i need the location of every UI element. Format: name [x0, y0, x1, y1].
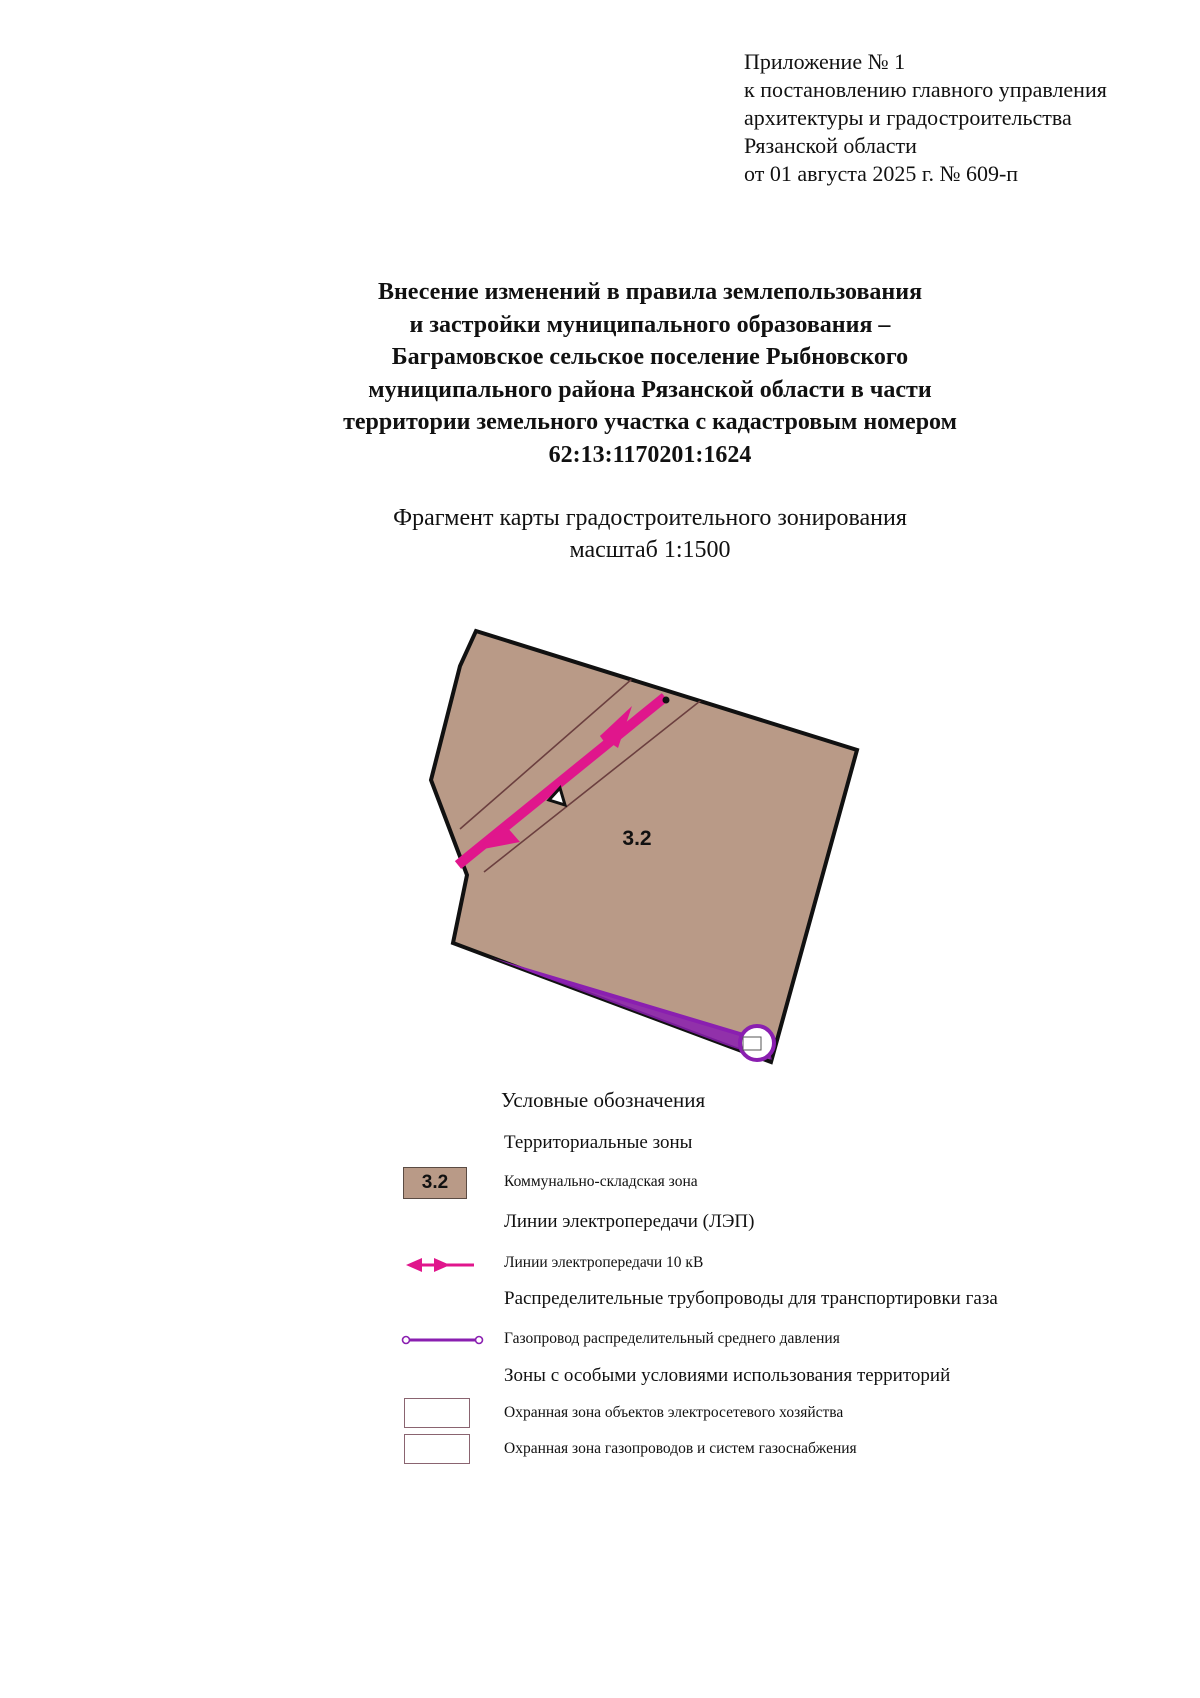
title-line: 62:13:1170201:1624: [548, 441, 752, 468]
subtitle-line: масштаб 1:1500: [569, 537, 731, 563]
appendix-line: Приложение № 1: [744, 49, 906, 74]
legend-power-line-symbol: [406, 1258, 474, 1272]
legend-power-protection-box: [404, 1398, 470, 1428]
title-line: Внесение изменений в правила землепользования: [377, 279, 923, 305]
legend-zone-name: Коммунально-складская зона: [504, 1173, 698, 1190]
legend-zone-swatch: 3.2: [403, 1167, 467, 1199]
title-line: муниципального района Рязанской области в части: [368, 376, 932, 403]
legend-power-protection-item: Охранная зона объектов электросетевого хозяйства: [504, 1404, 844, 1421]
legend-gas-item: Газопровод распределительный среднего давления: [504, 1330, 840, 1347]
appendix-line: архитектуры и градостроительства: [744, 105, 1072, 130]
legend-gas-protection-item: Охранная зона газопроводов и систем газоснабжения: [504, 1440, 857, 1457]
power-pole-icon: [663, 697, 670, 704]
legend-heading-special-zones: Зоны с особыми условиями использования территорий: [504, 1365, 951, 1386]
gas-facility-marker: [740, 1026, 774, 1060]
appendix-line: Рязанской области: [744, 133, 917, 158]
zone-label: 3.2: [622, 827, 652, 850]
appendix-line: от 01 августа 2025 г. № 609-п: [744, 161, 1019, 186]
legend-heading-power: Линии электропередачи (ЛЭП): [504, 1211, 755, 1232]
legend-power-item: Линии электропередачи 10 кВ: [504, 1254, 704, 1271]
legend-gas-line-symbol: [403, 1337, 483, 1344]
legend-gas-protection-box: [404, 1434, 470, 1464]
appendix-line: к постановлению главного управления: [744, 77, 1107, 102]
title-line: и застройки муниципального образования –: [409, 311, 891, 338]
legend-heading-gas: Распределительные трубопроводы для транспортировки газа: [504, 1288, 998, 1309]
title-line: Баграмовское сельское поселение Рыбновского: [391, 344, 909, 370]
legend-title: Условные обозначения: [501, 1088, 706, 1112]
legend-heading-territorial-zones: Территориальные зоны: [504, 1132, 693, 1153]
subtitle-line: Фрагмент карты градостроительного зонирования: [393, 505, 907, 531]
title-line: территории земельного участка с кадастровым номером: [343, 409, 957, 435]
